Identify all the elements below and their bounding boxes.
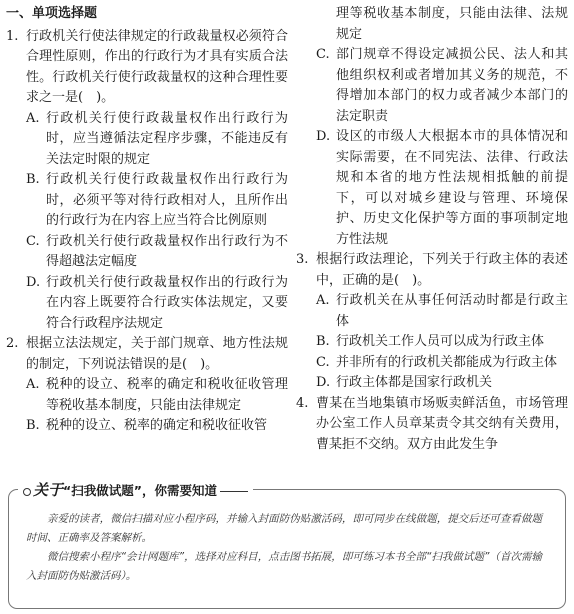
question-3-number: 3.: [296, 252, 309, 267]
ring-icon: [23, 488, 31, 496]
option-text: 行政机关在从事任何活动时都是行政主体: [336, 293, 568, 329]
question-3-stem: 根据行政法理论，下列关于行政主体的表述中，正确的是( )。: [316, 252, 568, 288]
option-text: 行政主体都是国家行政机关: [336, 375, 493, 390]
section-title: 一、单项选择题: [6, 6, 98, 21]
notice-body: [26, 510, 542, 586]
heading-rule: [220, 491, 248, 492]
question-2: [6, 334, 288, 375]
question-2-number: 2.: [6, 336, 19, 351]
option-label: A.: [26, 377, 40, 392]
option-label: C.: [316, 47, 330, 62]
notice-heading-rest: ，你需要知道: [141, 483, 217, 498]
option-label: A.: [26, 110, 40, 126]
question-2-option-b-continued: 理等税收基本制度，只能由法律、法规规定: [336, 6, 568, 42]
question-1-stem: 行政机关行使法律规定的行政裁量权必须符合合理性原则，作出的行政行为才具有实质合法性。行政机关行使行政裁量权的这种合理性要求之一是( )。: [26, 28, 288, 105]
question-3: [296, 250, 568, 291]
option-label: B.: [316, 334, 330, 349]
question-3-option-a: [296, 291, 568, 332]
option-label: C.: [26, 233, 40, 249]
question-4: [296, 394, 568, 456]
right-column: [296, 4, 568, 455]
option-text: 税种的设立、税率的确定和税收征收管: [46, 418, 268, 433]
option-label: C.: [316, 354, 330, 370]
notice-about: 关于: [33, 481, 64, 499]
option-text: 税种的设立、税率的确定和税收征收管理等税收基本制度，只能由法律规定: [46, 377, 288, 413]
question-2-option-c: [296, 45, 568, 127]
notice-paragraph-2: 微信搜索小程序“会计网题库”，选择对应科目，点击图书拓展，即可练习本书全部“扫我做试题”（首次需输入封面防伪贴激活码）。: [26, 551, 542, 582]
question-4-stem: 曹某在当地集镇市场贩卖鲜活鱼，市场管理办公室工作人员章某责令其交纳有关费用，曹某拒不交纳。双方由此发生争: [316, 395, 568, 452]
left-column: [6, 4, 288, 437]
notice-heading: [18, 480, 253, 502]
question-1-option-b: [6, 170, 288, 232]
option-text: 并非所有的行政机关都能成为行政主体: [336, 354, 558, 370]
question-2-option-a: [6, 375, 288, 416]
question-1-option-a: [6, 109, 288, 171]
option-text: 行政机关工作人员可以成为行政主体: [336, 334, 545, 349]
question-1-number: 1.: [6, 28, 19, 44]
question-3-option-b: [296, 332, 568, 353]
option-text: 部门规章不得设定减损公民、法人和其他组织权利或者增加其义务的规范，不得增加本部门的权力或者减少本部门的法定职责: [336, 47, 568, 124]
question-1-option-d: [6, 273, 288, 335]
option-label: B.: [26, 172, 40, 187]
option-label: B.: [26, 418, 40, 433]
option-text: 行政机关行使行政裁量权作出行政行为时，应当遵循法定程序步骤，不能违反有关法定时限的规定: [46, 110, 288, 167]
question-3-option-c: [296, 353, 568, 374]
option-text: 行政机关行使行政裁量权作出行政行为时，必须平等对待行政相对人，且所作出的行政行为在内容上应当符合比例原则: [46, 172, 288, 228]
question-4-number: 4.: [296, 395, 309, 411]
option-label: D.: [26, 274, 41, 290]
question-2-option-d: [296, 127, 568, 250]
option-text: 行政机关行使行政裁量权作出行政行为不得超越法定幅度: [46, 233, 288, 269]
option-label: A.: [316, 293, 330, 308]
notice-paragraph-1: 亲爱的读者，微信扫描对应小程序码，并输入封面防伪贴激活码，即可同步在线做题，提交后还可查看做题时间、正确率及答案解析。: [26, 513, 542, 544]
option-text: 设区的市级人大根据本市的具体情况和实际需要，在不同宪法、法律、行政法规和本省的地方性法规相抵触的前提下，可以对城乡建设与管理、环境保护、历史文化保护等方面的事项制定地方性法规: [336, 129, 568, 247]
question-1: [6, 27, 288, 109]
option-label: D.: [316, 375, 331, 390]
option-text: 行政机关行使行政裁量权作出的行政行为在内容上既要符合行政实体法规定，又要符合行政程序法规定: [46, 274, 288, 331]
question-3-option-d: [296, 373, 568, 394]
option-label: D.: [316, 129, 331, 144]
question-2-stem: 根据立法法规定，关于部门规章、地方性法规的制定，下列说法错误的是( )。: [26, 336, 288, 372]
question-1-option-c: [6, 232, 288, 273]
question-2-option-b: [6, 416, 288, 437]
notice-heading-quoted: “扫我做试题”: [63, 483, 142, 498]
